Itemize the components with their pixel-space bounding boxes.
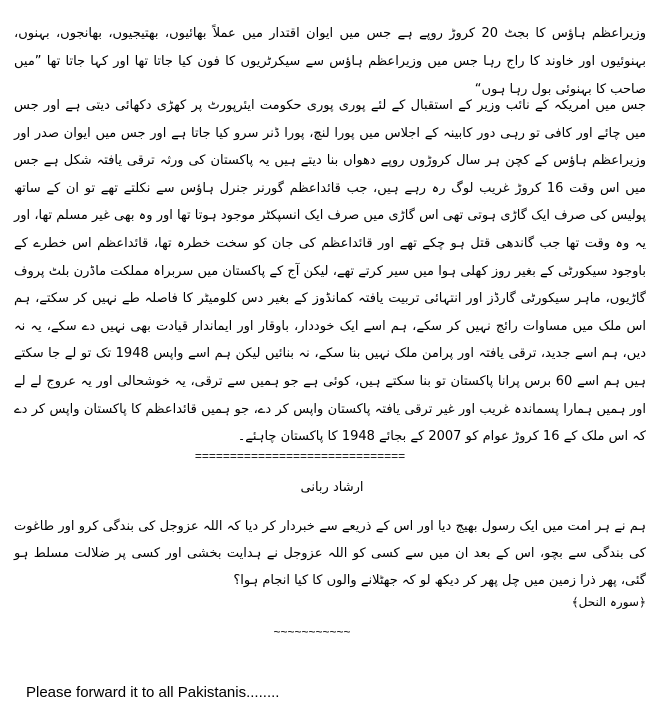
article-paragraph-2: جس میں امریکہ کے نائب وزیر کے استقبال کے لئے پوری پوری حکومت ایئرپورٹ پر کھڑی دکھائی دیتی ہے اور جس میں چائے اور کافی تو رہی دور کابینہ کے اجلاس میں پورا لنچ، پورا ڈنر سرو کیا جاتا ہے اور جس میں ایوان صدر اور وزیراعظم ہاؤس کے کچن ہر سال کروڑوں روپے دھواں بنا دیتے ہیں یہ پاکستان کی ورثہ ترقی یافتہ شکل ہے جس میں اس وقت 16 کروڑ غریب لوگ رہ رہے ہیں، جب قائداعظم گورنر جنرل ہاؤس سے نکلتے تھے تو ان کے ساتھ پولیس کی صرف ایک گاڑی ہوتی تھی اس گاڑی میں صرف ایک انسپکٹر موجود ہوتا تھا اور وہ بھی غیر مسلم تھا، اور یہ وہ وقت تھا جب گاندھی قتل ہو چکے تھے اور قائداعظم کی جان کو سخت خطرہ تھا، قائداعظم اس خطرے کے باوجود سیکورٹی کے بغیر روز کھلی ہوا میں سیر کرتے تھے، لیکن آج کے پاکستان میں سربراہ مملکت ماڈرن بلٹ پروف گاڑیوں، ماہر سیکورٹی گارڈز اور انتہائی تربیت یافتہ کمانڈوز کے بغیر دس کلومیٹر کا فاصلہ طے نہیں کر سکتے، ہم اس ملک میں مساوات رائج نہیں کر سکے، ہم اسے ایک خوددار، باوقار اور ایماندار قیادت بھی نہیں دے سکے، یہ نہ دیں، ہم اسے جدید، ترقی یافتہ اور پرامن ملک نہیں بنا سکے، نہ بنائیں لیکن ہم اسے واپس 1948 تک تو لے جا سکتے ہیں ہم اسے 60 برس پرانا پاکستان تو بنا سکتے ہیں، کوئی ہے جو ہمیں سے ترقی، یہ خوشحالی اور یہ عروج لے لے اور ہمیں ہمارا پسماندہ غریب اور غیر ترقی یافتہ پاکستان واپس کر دے، جو ہمیں قائداعظم کا پاکستان واپس کر دے کہ اس ملک کے 16 کروڑ عوام کو 2007 کے بجائے 1948 کا پاکستان چاہئے۔	[14, 98, 647, 445]
footer-note: Please forward it to all Pakistanis........	[26, 684, 280, 701]
quote-reference: ﴿سورہ النحل﴾	[571, 595, 646, 609]
article-paragraph-1: وزیراعظم ہاؤس کا بجٹ 20 کروڑ روپے ہے جس میں ایوان اقتدار میں عملاً بھائیوں، بھتیجیوں، بھانجوں، بہنوں، بہنوئیوں اور خاوند کا راج رہا جس میں وزیراعظم ہاؤس سے سیکرٹریوں کا فون کیا جاتا تھا اور کہا جاتا تھا ”میں صاحب کا بہنوئی بول رہا ہوں“	[14, 26, 646, 98]
closing-divider: ~~~~~~~~~~~	[273, 625, 351, 639]
quote-heading: ارشاد ربانی	[300, 480, 364, 495]
section-divider: ==============================	[194, 449, 406, 463]
quote-body: ہم نے ہر امت میں ایک رسول بھیج دیا اور اس کے ذریعے سے خبردار کر دیا کہ اللہ عزوجل کی بندگی کرو اور طاغوت کی بندگی سے بچو، اس کے بعد ان میں سے کسی کو اللہ عزوجل نے ہدایت بخشی اور کسی پر ضلالت مسلط ہو گئی، پھر ذرا زمین میں چل پھر کر دیکھ لو کہ جھٹلانے والوں کا کیا انجام ہوا؟	[14, 519, 646, 588]
